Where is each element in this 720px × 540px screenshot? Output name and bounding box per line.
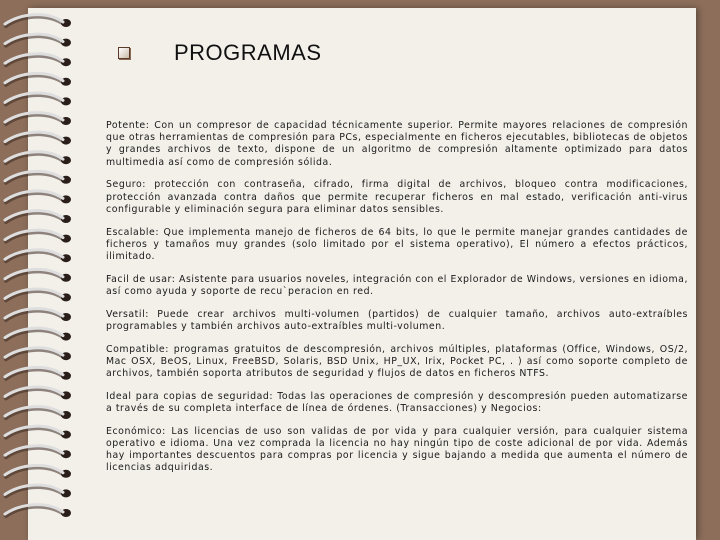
spiral-ring [5,485,71,497]
spiral-ring [5,211,71,223]
spiral-ring [5,269,71,281]
spiral-ring [5,250,71,262]
spiral-ring [5,309,71,321]
spiral-ring [5,113,71,125]
paragraph-ideal: Ideal para copias de seguridad: Todas las operaciones de compresión y descompresión pueden automatizarse a través de su completa interface de línea de órdenes. (Transacciones) y Negocios: [106,390,688,415]
paragraph-versatil: Versatil: Puede crear archivos multi-volumen (partidos) de cualquier tamaño, archivos auto-extraíbles programables y también archivos auto-extraíbles multi-volumen. [106,308,688,333]
spiral-ring [5,426,71,438]
spiral-ring [5,73,71,85]
spiral-ring [5,348,71,360]
spiral-ring [5,152,71,164]
slide-title: PROGRAMAS [174,40,322,65]
paragraph-potente: Potente: Con un compresor de capacidad técnicamente superior. Permite mayores relaciones de compresión que otras herramientas de compresión para PCs, especialmente en ficheros ejecutables, bibliotecas de objetos y grandes archivos de texto, dispone de un algoritmo de compresión altamente optimizado para datos multimedia así como de compresión sólida. [106,120,688,168]
spiral-ring [5,367,71,379]
paragraph-economico: Económico: Las licencias de uso son validas de por vida y para cualquier versión, para cualquier sistema operativo e idioma. Una vez comprada la licencia no hay ningún tipo de coste adicional de por vida. Además hay importantes descuentos para compras por licencia y sigue bajando a medida que aumenta el número de licencias adquiridas. [106,425,688,474]
spiral-binding-icon [0,0,80,540]
spiral-ring [5,54,71,66]
spiral-ring [5,132,71,144]
spiral-ring [5,171,71,183]
slide-content [106,120,688,485]
spiral-ring [5,15,71,27]
paragraph-compatible: Compatible: programas gratuitos de descompresión, archivos múltiples, plataformas (Office, Windows, OS/2, Mac OSX, BeOS, Linux, FreeBSD, Solaris, BSD Unix, HP_UX, Irix, Pocket PC, . ) así como soporte completo de archivos, también soporta atributos de seguridad y flujos de datos en ficheros NTFS. [106,343,688,380]
checkbox-bullet-icon [118,47,130,59]
spiral-ring [5,191,71,203]
paragraph-escalable: Escalable: Que implementa manejo de ficheros de 64 bits, lo que le permite manejar grandes cantidades de ficheros y tamaños muy grandes (solo limitado por el sistema operativo), El número a efectos prácticos, ilimitado. [106,226,688,263]
spiral-ring [5,328,71,340]
slide-heading [118,40,322,66]
spiral-ring [5,387,71,399]
paragraph-facil: Facil de usar: Asistente para usuarios noveles, integración con el Explorador de Windows, versiones en idioma, así como ayuda y soporte de recu`peracion en red. [106,274,688,298]
spiral-ring [5,465,71,477]
spiral-ring [5,93,71,105]
spiral-ring [5,407,71,419]
spiral-ring [5,505,71,517]
spiral-ring [5,289,71,301]
spiral-ring [5,34,71,46]
spiral-ring [5,230,71,242]
paragraph-seguro: Seguro: protección con contraseña, cifrado, firma digital de archivos, bloqueo contra modificaciones, protección avanzada contra daños que permite recuperar ficheros en mal estado, verificación anti-virus configurable y eliminación segura para eliminar datos sensibles. [106,179,688,215]
spiral-ring [5,446,71,458]
